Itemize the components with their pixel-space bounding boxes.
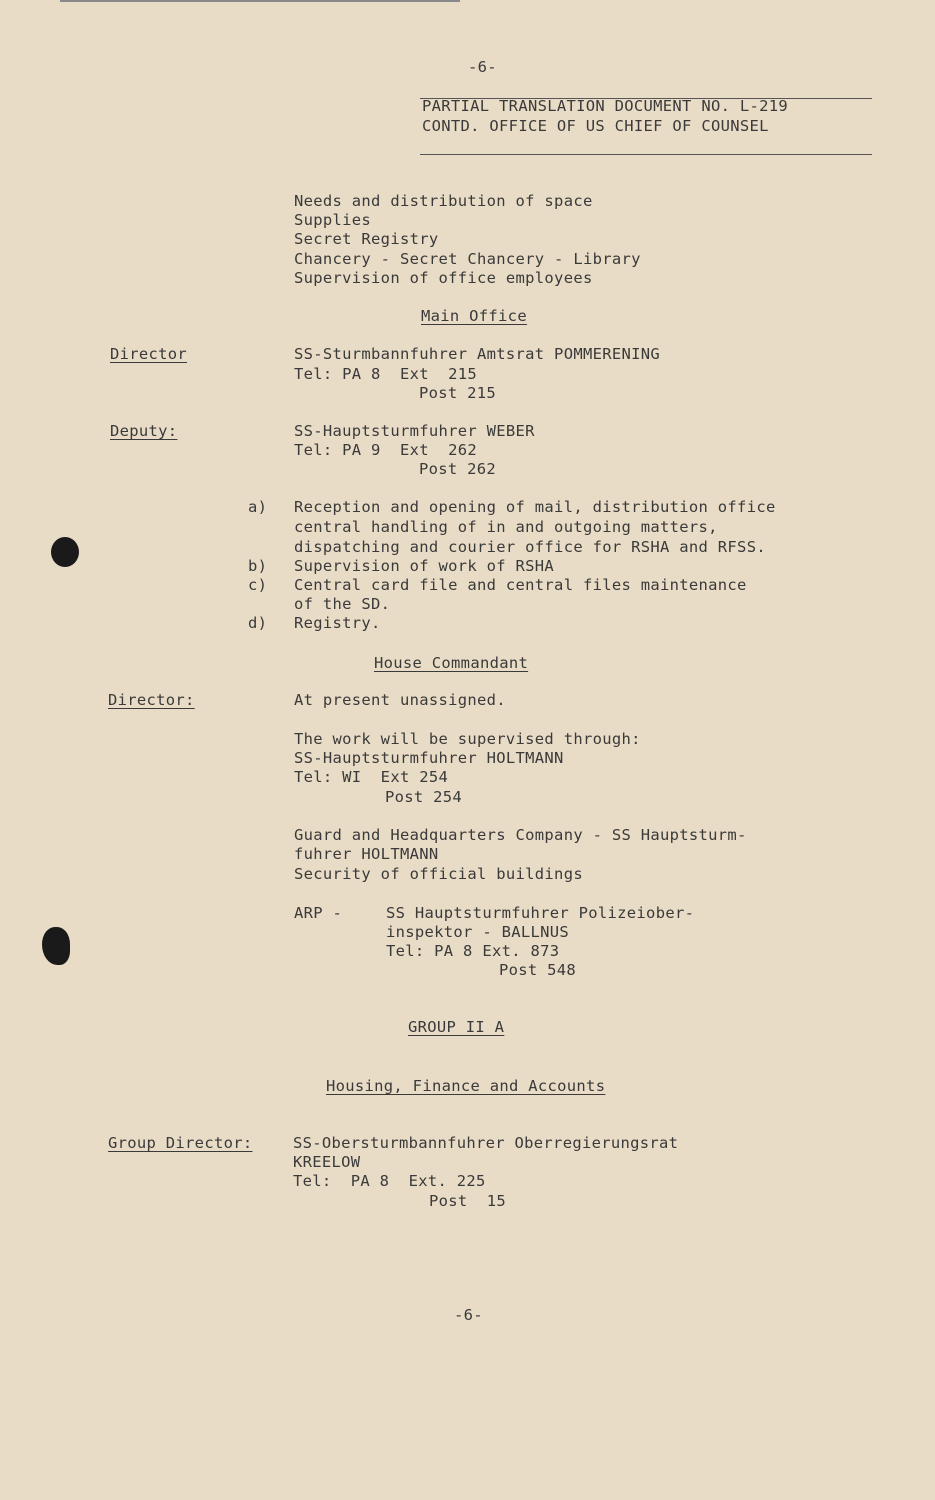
main-office-heading: Main Office <box>421 307 527 325</box>
duty-line: Central card file and central files maintenance <box>294 576 747 594</box>
duty-line: Registry. <box>294 614 381 632</box>
group-director-line: Tel: PA 8 Ext. 225 <box>293 1172 486 1190</box>
intro-line: Needs and distribution of space <box>294 192 593 210</box>
duty-line: Supervision of work of RSHA <box>294 557 555 575</box>
deputy-post: Post 262 <box>419 460 497 478</box>
house-commandant-heading: House Commandant <box>374 654 529 672</box>
director-post: Post 215 <box>419 384 497 402</box>
header-bottom-rule <box>420 154 872 155</box>
top-edge-line <box>60 0 460 2</box>
duty-line: dispatching and courier office for RSHA and RFSS. <box>294 538 766 556</box>
guard-line: fuhrer HOLTMANN <box>294 845 439 863</box>
group-director-label: Group Director: <box>108 1134 253 1152</box>
intro-line: Supervision of office employees <box>294 269 593 287</box>
duty-mark-a: a) <box>248 498 268 516</box>
intro-line: Chancery - Secret Chancery - Library <box>294 250 641 268</box>
deputy-label: Deputy: <box>110 422 178 440</box>
guard-line: Security of official buildings <box>294 865 583 883</box>
guard-line: Guard and Headquarters Company - SS Hauptsturm- <box>294 826 747 844</box>
punch-hole-lower <box>42 927 70 965</box>
duty-mark-c: c) <box>248 576 268 594</box>
group-director-post: Post 15 <box>429 1192 507 1210</box>
arp-post: Post 548 <box>499 961 577 979</box>
arp-line: SS Hauptsturmfuhrer Polizeiober- <box>386 904 695 922</box>
house-director-value: At present unassigned. <box>294 691 506 709</box>
duty-line: of the SD. <box>294 595 391 613</box>
group-heading: GROUP II A <box>408 1018 505 1036</box>
punch-hole-upper <box>51 537 79 567</box>
duty-line: Reception and opening of mail, distribution office <box>294 498 776 516</box>
supervised-line: Tel: WI Ext 254 <box>294 768 449 786</box>
header-line-2: CONTD. OFFICE OF US CHIEF OF COUNSEL <box>422 117 769 135</box>
arp-label: ARP - <box>294 904 343 922</box>
supervised-post: Post 254 <box>385 788 463 806</box>
deputy-tel: Tel: PA 9 Ext 262 <box>294 441 478 459</box>
duty-mark-b: b) <box>248 557 268 575</box>
duty-mark-d: d) <box>248 614 268 632</box>
director-tel: Tel: PA 8 Ext 215 <box>294 365 478 383</box>
page-number-bottom: -6- <box>454 1306 483 1324</box>
director-name: SS-Sturmbannfuhrer Amtsrat POMMERENING <box>294 345 661 363</box>
arp-line: inspektor - BALLNUS <box>386 923 570 941</box>
page-number-top: -6- <box>468 58 497 76</box>
header-line-1: PARTIAL TRANSLATION DOCUMENT NO. L-219 <box>422 97 789 115</box>
group-subheading: Housing, Finance and Accounts <box>326 1077 606 1095</box>
director-label: Director <box>110 345 188 363</box>
intro-line: Supplies <box>294 211 372 229</box>
supervised-line: The work will be supervised through: <box>294 730 641 748</box>
arp-line: Tel: PA 8 Ext. 873 <box>386 942 560 960</box>
supervised-line: SS-Hauptsturmfuhrer HOLTMANN <box>294 749 564 767</box>
duty-line: central handling of in and outgoing matters, <box>294 518 718 536</box>
group-director-line: SS-Obersturmbannfuhrer Oberregierungsrat <box>293 1134 679 1152</box>
deputy-name: SS-Hauptsturmfuhrer WEBER <box>294 422 535 440</box>
intro-line: Secret Registry <box>294 230 439 248</box>
house-director-label: Director: <box>108 691 195 709</box>
group-director-line: KREELOW <box>293 1153 361 1171</box>
